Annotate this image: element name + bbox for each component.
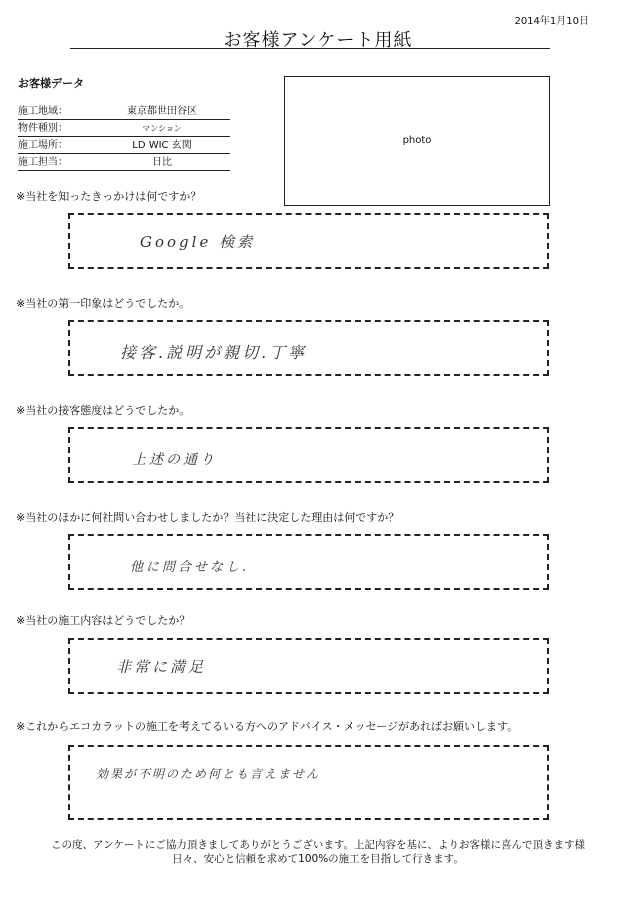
info-row-staff (18, 154, 230, 171)
page-title: お客様アンケート用紙 (223, 30, 413, 51)
question-2: ※当社の第一印象はどうでしたか。 (16, 297, 191, 310)
customer-data-table (18, 103, 230, 171)
survey-date: 2014年1月10日 (514, 16, 589, 27)
info-row-location (18, 137, 230, 154)
answer-text-3: 上述の通り (132, 452, 217, 468)
closing-message (0, 838, 636, 866)
title-underline (70, 48, 550, 49)
info-value: 日比 (152, 157, 172, 168)
closing-line-1: この度、アンケートにご協力頂きましてありがとうございます。上記内容を基に、よりお客様に喜んで頂きます様 (50, 839, 586, 851)
answer-text-5: 非常に満足 (116, 658, 207, 676)
question-5: ※当社の施工内容はどうでしたか？ (16, 614, 191, 627)
info-label: 物件種別： (18, 123, 68, 134)
photo-placeholder (284, 76, 550, 206)
info-value: LD WIC 玄関 (132, 140, 192, 151)
info-label: 施工地域： (18, 106, 68, 117)
answer-box-5 (68, 638, 549, 694)
answer-text-4: 他に問合せなし. (130, 560, 250, 575)
customer-data-heading: お客様データ (18, 77, 84, 90)
info-row-property-type (18, 120, 230, 137)
answer-box-6 (68, 745, 549, 820)
answer-box-1 (68, 213, 549, 269)
answer-text-1: Google 検索 (140, 233, 256, 251)
question-3: ※当社の接客態度はどうでしたか。 (16, 404, 191, 417)
info-value: 東京都世田谷区 (127, 106, 197, 117)
info-row-area (18, 103, 230, 120)
answer-text-2: 接客.説明が親切.丁寧 (120, 343, 308, 362)
info-label: 施工場所： (18, 140, 68, 151)
answer-box-2 (68, 320, 549, 376)
answer-box-4 (68, 534, 549, 590)
question-4: ※当社のほかに何社問い合わせしましたか？当社に決定した理由は何ですか？ (16, 511, 400, 524)
closing-line-2: 日々、安心と信頼を求めて100%の施工を目指して行きます。 (172, 853, 464, 865)
answer-text-6: 効果が不明のため何とも言えません (96, 767, 321, 781)
question-6: ※これからエコカラットの施工を考えてるいる方へのアドバイス・メッセージがあればお願いします。 (16, 720, 519, 733)
question-1: ※当社を知ったきっかけは何ですか？ (16, 190, 202, 203)
answer-box-3 (68, 427, 549, 483)
info-label: 施工担当： (18, 157, 68, 168)
photo-label: photo (402, 135, 432, 146)
info-value: マンション (142, 124, 182, 133)
